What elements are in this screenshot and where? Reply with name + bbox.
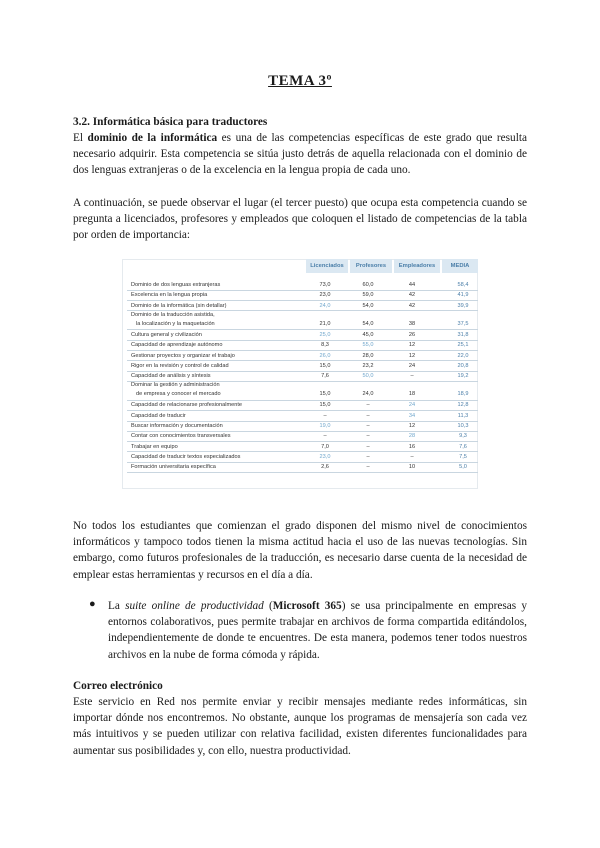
- row-label: Excelencia en la lengua propia: [131, 292, 208, 299]
- cell-lic: 7,0: [321, 443, 329, 450]
- row-label: Capacidad de aprendizaje autónomo: [131, 342, 223, 349]
- cell-pro: 23,2: [362, 362, 374, 369]
- cell-med: 18,9: [457, 391, 469, 398]
- row-label: Contar con conocimientos transversales: [131, 433, 231, 440]
- table-row: [122, 361, 478, 371]
- cell-emp: –: [410, 453, 414, 460]
- cell-med: 5,0: [459, 464, 467, 471]
- cell-med: 7,6: [459, 443, 467, 450]
- paragraph-ranking: A continuación, se puede observar el lugar (el tercer puesto) que ocupa esta competencia cuando se pregunta a licenciados, profesores y empleados que coloquen el listado de competencias de la tabla por orden de importancia:: [73, 197, 527, 242]
- cell-med: 9,3: [459, 433, 467, 440]
- cell-emp: 12: [408, 352, 416, 359]
- cell-pro: 54,0: [362, 320, 374, 327]
- cell-emp: 24: [408, 362, 416, 369]
- cell-lic: 26,0: [319, 352, 331, 359]
- cell-emp: 42: [408, 302, 416, 309]
- cell-lic: –: [323, 412, 327, 419]
- row-label: Capacidad de traducir textos especializados: [131, 453, 241, 460]
- bullet-icon: ●: [89, 598, 96, 610]
- page-title: TEMA 3º: [268, 73, 332, 89]
- cell-emp: 28: [408, 433, 416, 440]
- cell-lic: 24,0: [319, 302, 331, 309]
- cell-pro: 54,0: [362, 302, 374, 309]
- cell-lic: 23,0: [319, 292, 331, 299]
- cell-lic: 21,0: [319, 320, 331, 327]
- sub-heading-email: Correo electrónico: [73, 680, 163, 692]
- cell-pro: –: [366, 433, 370, 440]
- cell-lic: 15,0: [319, 402, 331, 409]
- cell-emp: 38: [408, 320, 416, 327]
- table-row: [122, 311, 478, 330]
- table-row: [122, 280, 478, 290]
- cell-lic: 25,0: [319, 331, 331, 338]
- cell-pro: –: [366, 412, 370, 419]
- cell-med: 58,4: [457, 282, 469, 288]
- cell-med: 10,3: [457, 423, 469, 429]
- cell-lic: 2,6: [321, 464, 329, 471]
- table-row: [122, 371, 478, 381]
- cell-pro: –: [366, 453, 370, 460]
- row-label: Dominio de la traducción asistida,: [131, 311, 215, 318]
- row-label: Formación universitaria específica: [131, 464, 216, 471]
- table-row: [122, 442, 478, 452]
- cell-emp: –: [410, 373, 414, 380]
- cell-pro: 45,0: [362, 331, 374, 338]
- cell-pro: 55,0: [362, 342, 374, 349]
- cell-pro: 59,0: [362, 292, 374, 299]
- cell-emp: 24: [408, 402, 416, 409]
- row-label: Cultura general y civilización: [131, 331, 202, 338]
- header-media: MEDIA: [442, 259, 478, 273]
- table-row: [122, 421, 478, 431]
- table-row: [122, 301, 478, 311]
- row-label: Dominio de la informática (sin detallar): [131, 302, 227, 309]
- table-row: [122, 400, 478, 410]
- section-heading: 3.2. Informática básica para traductores: [73, 116, 268, 128]
- cell-lic: –: [323, 433, 327, 440]
- cell-pro: 28,0: [362, 352, 374, 359]
- cell-med: 19,2: [457, 373, 469, 380]
- cell-med: 7,5: [459, 453, 467, 460]
- row-label: Capacidad de relacionarse profesionalmente: [131, 402, 243, 409]
- header-empleadores: Empleadores: [394, 259, 440, 273]
- cell-emp: 26: [408, 331, 416, 338]
- cell-pro: 60,0: [362, 282, 374, 288]
- cell-med: 25,1: [457, 342, 469, 349]
- cell-pro: –: [366, 402, 370, 409]
- cell-med: 41,9: [457, 292, 469, 299]
- table-row: [122, 290, 478, 300]
- paragraph-email: Este servicio en Red nos permite enviar y recibir mensajes mediante redes informáticas, sin importar dónde nos encontremos. No obstante, aunque los programas de mensajería son cada vez más intuitivos y se pueden utilizar con relativa facilidad, existen diferentes funcionalidades para aumentar sus posibilidades y, con ello, nuestra productividad.: [73, 696, 527, 757]
- header-licenciados: Licenciados: [306, 259, 348, 273]
- cell-emp: 12: [408, 423, 416, 429]
- bold-term: dominio de la informática: [87, 132, 218, 144]
- cell-lic: 19,0: [319, 423, 331, 429]
- table-row: [122, 462, 478, 472]
- cell-med: 11,3: [457, 412, 469, 419]
- table-row: [122, 431, 478, 441]
- cell-lic: 73,0: [319, 282, 331, 288]
- row-label: Rigor en la revisión y control de calidad: [131, 362, 229, 369]
- bullet-item-microsoft: La suite online de productividad (Microsoft 365) se usa principalmente en empresas y entornos colaborativos, pues permite trabajar en archivos de forma compartida editándolos, independientemente de donde te encuentres. De esta manera, podemos tener todos nuestros archivos en la nube de forma cómoda y rápida.: [108, 600, 528, 661]
- cell-lic: 15,0: [319, 391, 331, 398]
- table-row: [122, 330, 478, 340]
- cell-emp: 10: [408, 464, 416, 471]
- cell-med: 31,8: [457, 331, 469, 338]
- cell-pro: –: [366, 464, 370, 471]
- cell-lic: 15,0: [319, 362, 331, 369]
- cell-emp: 18: [408, 391, 416, 398]
- cell-emp: 12: [408, 342, 416, 349]
- row-label-cont: la localización y la maquetación: [136, 320, 215, 327]
- paragraph-students: No todos los estudiantes que comienzan el grado disponen del mismo nivel de conocimientos informáticos y tampoco todos tienen la misma actitud hacia el uso de las nuevas tecnologías. Sin embargo, como futuros profesionales de la traducción, es necesario darse cuenta de la necesidad de emplear estas herramientas y recursos en el día a día.: [73, 520, 527, 581]
- cell-emp: 42: [408, 292, 416, 299]
- row-label: Gestionar proyectos y organizar el trabajo: [131, 352, 235, 359]
- cell-med: 22,0: [457, 352, 469, 359]
- table-row: [122, 381, 478, 400]
- cell-pro: 50,0: [362, 373, 374, 380]
- cell-pro: 24,0: [362, 391, 374, 398]
- cell-emp: 44: [408, 282, 416, 288]
- table-row: [122, 411, 478, 421]
- row-label: Dominar la gestión y administración: [131, 382, 220, 389]
- table-row: [122, 452, 478, 462]
- cell-pro: –: [366, 443, 370, 450]
- cell-pro: –: [366, 423, 370, 429]
- cell-lic: 8,3: [321, 342, 329, 349]
- row-label-cont: de empresa y conocer el mercado: [136, 391, 221, 398]
- row-label: Buscar información y documentación: [131, 423, 223, 429]
- row-label: Capacidad de análisis y síntesis: [131, 373, 211, 380]
- cell-med: 20,8: [457, 362, 469, 369]
- row-label: Trabajar en equipo: [131, 443, 178, 450]
- competencies-table: [122, 259, 478, 489]
- paragraph-intro: El dominio de la informática es una de las competencias específicas de este grado que resulta necesario adquirir. Esta competencia se sitúa justo detrás de aquella relacionada con el dominio de dos lenguas extranjeras o de la excelencia en la lengua propia de cada uno.: [73, 132, 527, 177]
- cell-med: 39,9: [457, 302, 469, 309]
- header-profesores: Profesores: [350, 259, 392, 273]
- cell-med: 37,5: [457, 320, 469, 327]
- table-row: [122, 340, 478, 350]
- row-label: Dominio de dos lenguas extranjeras: [131, 282, 221, 288]
- cell-lic: 23,0: [319, 453, 331, 460]
- cell-med: 12,8: [457, 402, 469, 409]
- cell-emp: 16: [408, 443, 416, 450]
- cell-lic: 7,6: [321, 373, 329, 380]
- table-row: [122, 351, 478, 361]
- cell-emp: 34: [408, 412, 416, 419]
- row-label: Capacidad de traducir: [131, 412, 186, 419]
